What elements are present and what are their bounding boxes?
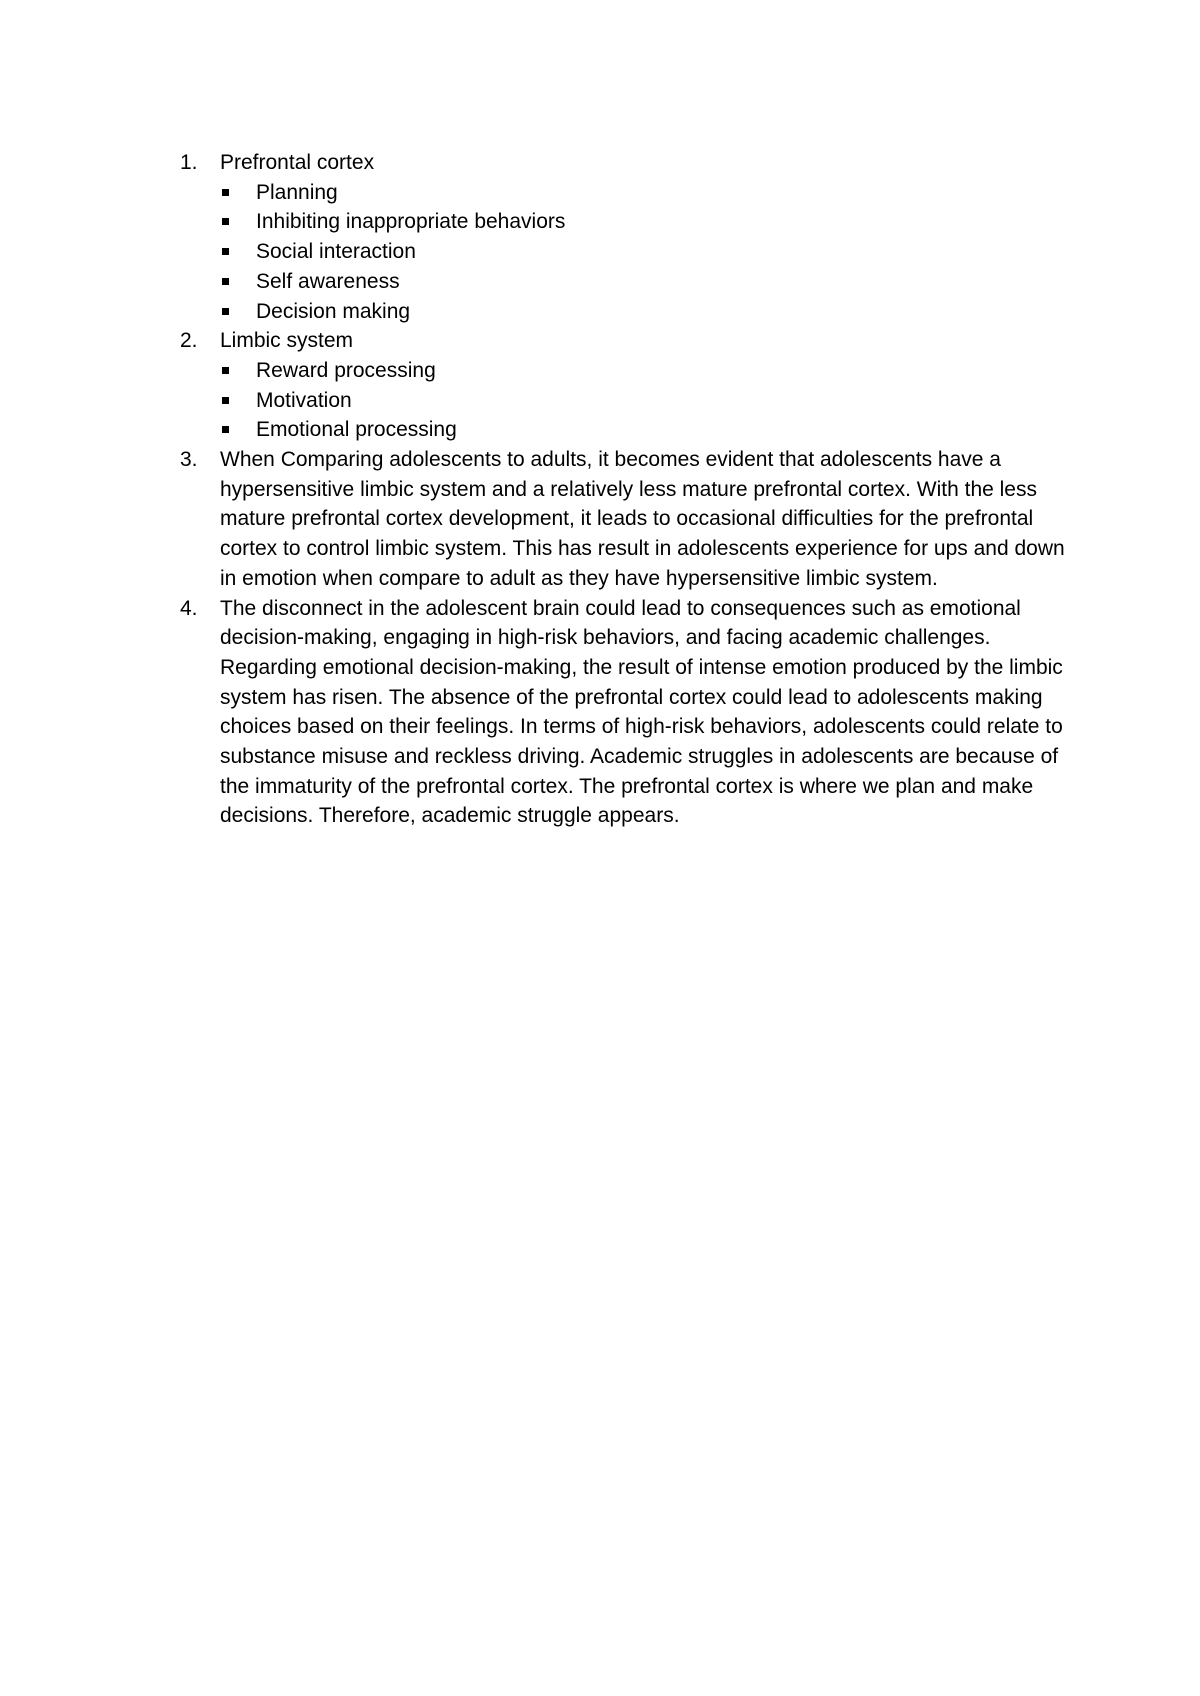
square-bullet-icon xyxy=(222,367,229,374)
bullet-text: Self awareness xyxy=(256,269,400,293)
bullet-item xyxy=(220,386,1060,416)
list-number: 4. xyxy=(180,596,198,620)
list-number: 1. xyxy=(180,151,198,174)
bullet-list xyxy=(220,356,1060,445)
bullet-text: Inhibiting inappropriate behaviors xyxy=(256,210,566,234)
list-item-title: Prefrontal cortex xyxy=(220,151,375,174)
bullet-text: Motivation xyxy=(256,388,352,412)
bullet-item xyxy=(220,356,1060,386)
square-bullet-icon xyxy=(222,248,229,255)
square-bullet-icon xyxy=(222,308,229,315)
list-item-4 xyxy=(180,594,1063,832)
list-item-title: Limbic system xyxy=(220,329,354,353)
square-bullet-icon xyxy=(222,397,229,404)
bullet-item xyxy=(220,237,1060,267)
bullet-item xyxy=(220,415,1060,445)
bullet-text: Planning xyxy=(256,180,338,204)
bullet-text: Social interaction xyxy=(256,240,416,264)
numbered-list xyxy=(180,148,1065,831)
square-bullet-icon xyxy=(222,218,229,225)
paragraph: The disconnect in the adolescent brain could lead to consequences such as emotional decision-making, engaging in high-risk behaviors, and facing academic challenges. Regarding emotional decision-making, the result of intense emotion produced by the limbic system has risen. The absence of the prefrontal cortex could lead to adolescents making choices based on their feelings. In terms of high-risk behaviors, adolescents could relate to substance misuse and reckless driving. Academic struggles in adolescents are because of the immaturity of the prefrontal cortex. The prefrontal cortex is where we plan and make decisions. Therefore, academic struggle appears. xyxy=(220,596,1063,828)
bullet-item xyxy=(220,267,1060,297)
list-item-2 xyxy=(180,326,1060,445)
list-number: 3. xyxy=(180,448,198,472)
bullet-text: Emotional processing xyxy=(256,418,457,442)
bullet-text: Reward processing xyxy=(256,358,436,382)
square-bullet-icon xyxy=(222,278,229,285)
bullet-text: Decision making xyxy=(256,299,411,323)
list-item-3 xyxy=(180,445,1065,594)
bullet-item xyxy=(220,297,1060,327)
list-number: 2. xyxy=(180,329,198,353)
square-bullet-icon xyxy=(222,189,229,196)
bullet-list xyxy=(220,178,1060,327)
bullet-item xyxy=(220,178,1060,208)
document-body xyxy=(180,148,1065,831)
list-item-1 xyxy=(180,148,1060,326)
square-bullet-icon xyxy=(222,426,229,433)
paragraph: When Comparing adolescents to adults, it becomes evident that adolescents have a hypersensitive limbic system and a relatively less mature prefrontal cortex. With the less mature prefrontal cortex development, it leads to occasional difficulties for the prefrontal cortex to control limbic system. This has result in adolescents experience for ups and down in emotion when compare to adult as they have hypersensitive limbic system. xyxy=(220,448,1065,590)
bullet-item xyxy=(220,207,1060,237)
